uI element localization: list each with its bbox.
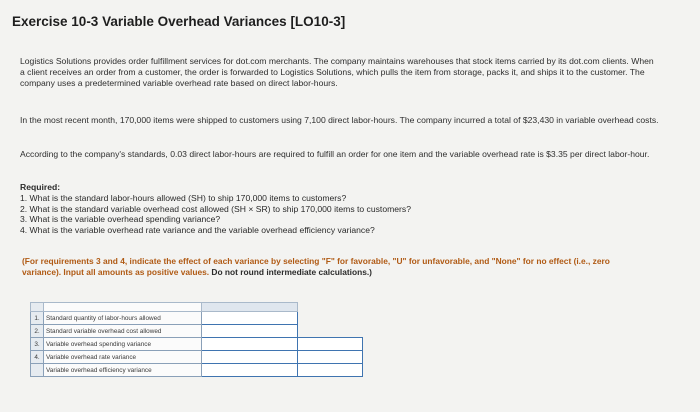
required-item: 3. What is the variable overhead spending variance? xyxy=(20,214,221,225)
header-cell xyxy=(31,303,44,312)
page-title: Exercise 10-3 Variable Overhead Variances [LO10-3] xyxy=(12,14,346,29)
row-label: Standard variable overhead cost allowed xyxy=(44,325,202,338)
answer-table xyxy=(30,302,363,377)
row-label: Variable overhead rate variance xyxy=(44,351,202,364)
row-number: 1. xyxy=(31,312,44,325)
table-header-row xyxy=(31,303,363,312)
efficiency-variance-input[interactable] xyxy=(202,364,298,377)
instructions xyxy=(22,256,642,278)
row-number xyxy=(31,364,44,377)
required-label: Required: xyxy=(20,182,61,192)
row-number: 2. xyxy=(31,325,44,338)
row-label: Variable overhead efficiency variance xyxy=(44,364,202,377)
row-label: Variable overhead spending variance xyxy=(44,338,202,351)
table-row xyxy=(31,312,363,325)
efficiency-variance-effect-select[interactable] xyxy=(298,364,363,377)
instructions-highlight: (For requirements 3 and 4, indicate the effect of each variance by selecting "F" for favorable, "U" for unfavorable, and "None" for no effect (i.e., zero variance). Input all amounts as positive values. xyxy=(22,256,610,277)
table-row xyxy=(31,351,363,364)
table-row xyxy=(31,364,363,377)
header-cell xyxy=(202,303,298,312)
intro-paragraph: Logistics Solutions provides order fulfillment services for dot.com merchants. The company maintains warehouses that stock items carried by its dot.com clients. When a client receives an order from a customer, the order is forwarded to Logistics Solutions, which pulls the item from storage, packs it, and ships it to the customer. The company uses a predetermined variable overhead rate based on direct labor-hours. xyxy=(20,56,654,88)
header-cell xyxy=(298,303,363,312)
row-number: 4. xyxy=(31,351,44,364)
standard-hours-input[interactable] xyxy=(202,312,298,325)
rate-variance-input[interactable] xyxy=(202,351,298,364)
standards-paragraph: According to the company's standards, 0.03 direct labor-hours are required to fulfill an order for one item and the variable overhead rate is $3.35 per direct labor-hour. xyxy=(20,149,650,159)
instructions-note: Do not round intermediate calculations.) xyxy=(209,267,372,277)
table-row xyxy=(31,325,363,338)
row-label: Standard quantity of labor-hours allowed xyxy=(44,312,202,325)
header-cell xyxy=(44,303,202,312)
row-number: 3. xyxy=(31,338,44,351)
month-paragraph: In the most recent month, 170,000 items were shipped to customers using 7,100 direct labor-hours. The company incurred a total of $23,430 in variable overhead costs. xyxy=(20,115,659,125)
required-item: 1. What is the standard labor-hours allowed (SH) to ship 170,000 items to customers? xyxy=(20,193,347,203)
spending-variance-effect-select[interactable] xyxy=(298,338,363,351)
rate-variance-effect-select[interactable] xyxy=(298,351,363,364)
required-item: 4. What is the variable overhead rate variance and the variable overhead efficiency variance? xyxy=(20,224,375,235)
standard-cost-input[interactable] xyxy=(202,325,298,338)
required-item: 2. What is the standard variable overhead cost allowed (SH × SR) to ship 170,000 items to customers? xyxy=(20,203,411,214)
spending-variance-input[interactable] xyxy=(202,338,298,351)
required-list xyxy=(20,193,411,235)
table-row xyxy=(31,338,363,351)
